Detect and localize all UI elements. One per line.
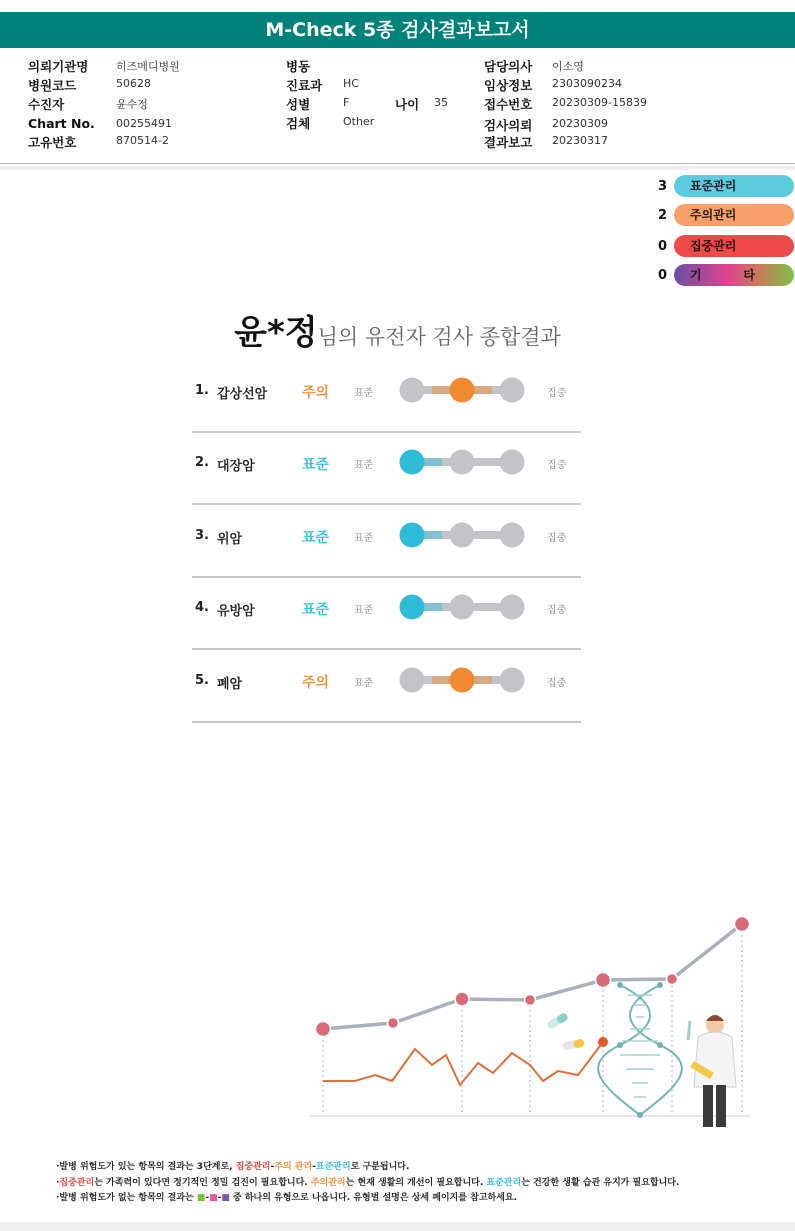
receipt-no-value: 20230309-15839 <box>552 96 647 109</box>
result-number: 5. <box>195 673 209 688</box>
gauge-dot <box>450 523 475 548</box>
age-label: 나이 <box>395 97 420 112</box>
scale-high-label: 집중 <box>547 388 567 399</box>
result-number: 2. <box>195 455 209 470</box>
note-text: ·발병 위험도가 있는 항목의 결과는 3단계로, <box>56 1162 236 1172</box>
gauge-dot <box>400 378 425 403</box>
type-purple-square-icon: ■ <box>221 1193 230 1203</box>
age-value: 35 <box>434 96 448 109</box>
department-label: 진료과 <box>286 78 323 93</box>
result-cancer-name: 대장암 <box>217 459 255 474</box>
header-divider <box>0 163 795 164</box>
gauge-dot <box>400 668 425 693</box>
result-row <box>192 651 581 723</box>
type-green-square-icon: ■ <box>196 1193 206 1203</box>
gauge-dot <box>500 523 525 548</box>
result-row <box>192 578 581 650</box>
report-header <box>0 0 795 166</box>
growth-chart-illustration <box>300 905 760 1145</box>
row-divider <box>192 503 581 505</box>
note-line-2 <box>56 1176 786 1192</box>
note-line-1 <box>56 1160 786 1176</box>
note-text: - <box>312 1162 316 1172</box>
legend-notes <box>56 1160 786 1207</box>
gauge-active-dot <box>450 378 475 403</box>
result-report-value: 20230317 <box>552 134 608 147</box>
scale-high-label: 집중 <box>547 678 567 689</box>
sex-label: 성별 <box>286 97 311 112</box>
gauge-dot <box>500 595 525 620</box>
result-level: 표준 <box>302 530 330 546</box>
scale-high-label: 집중 <box>547 460 567 471</box>
row-divider <box>192 721 581 723</box>
gauge-active-dot <box>450 668 475 693</box>
hospital-code-label: 병원코드 <box>28 78 77 93</box>
legend-standard-count: 3 <box>658 179 668 194</box>
legend-other-count: 0 <box>658 268 668 283</box>
result-cancer-name: 갑상선암 <box>217 387 268 402</box>
gauge-dot <box>500 668 525 693</box>
risk-gauge <box>397 665 527 695</box>
clinical-info-value: 2303090234 <box>552 77 622 90</box>
legend-standard-pill: 표준관리 <box>674 175 794 197</box>
result-level: 주의 <box>302 385 330 401</box>
report-title: M-Check 5종 검사결과보고서 <box>0 12 795 48</box>
hospital-name-label: 의뢰기관명 <box>28 59 89 74</box>
receipt-no-label: 접수번호 <box>484 97 533 112</box>
note-focus-term: 집중관리 <box>59 1177 95 1188</box>
note-text: - <box>217 1193 222 1203</box>
scale-high-label: 집중 <box>547 605 567 616</box>
gauge-dot <box>450 450 475 475</box>
legend-caution-count: 2 <box>658 208 668 223</box>
note-text: - <box>205 1193 210 1203</box>
result-level: 주의 <box>302 675 330 691</box>
gauge-dot <box>450 595 475 620</box>
legend-focus-count: 0 <box>658 239 668 254</box>
hospital-name-value: 히즈메디병원 <box>116 60 180 73</box>
chart-no-value: 00255491 <box>116 117 172 130</box>
test-request-value: 20230309 <box>552 117 608 130</box>
summary-title <box>0 305 795 354</box>
result-number: 4. <box>195 600 209 615</box>
note-text: · <box>56 1177 60 1188</box>
patient-masked-name: 윤*정 <box>234 313 318 353</box>
gauge-dot <box>500 450 525 475</box>
hospital-code-value: 50628 <box>116 77 151 90</box>
result-cancer-name: 폐암 <box>217 677 243 692</box>
doctor-label: 담당의사 <box>484 59 533 74</box>
unique-id-value: 870514-2 <box>116 134 169 147</box>
specimen-value: Other <box>343 115 375 128</box>
note-line-3 <box>56 1191 786 1207</box>
legend-focus-pill: 집중관리 <box>674 235 794 257</box>
doctor-value: 이소영 <box>552 60 584 73</box>
row-divider <box>192 648 581 650</box>
note-text: 는 가족력이 있다면 정기적인 정밀 검진이 필요합니다. <box>94 1177 311 1188</box>
note-caution-term: 주의 관리 <box>274 1162 313 1172</box>
result-cancer-name: 위암 <box>217 532 243 547</box>
legend-other-pill: 기 타 <box>674 264 794 286</box>
result-number: 3. <box>195 528 209 543</box>
risk-gauge <box>397 375 527 405</box>
note-text: 로 구분됩니다. <box>350 1162 410 1172</box>
gauge-active-dot <box>400 523 425 548</box>
scientist-illustration <box>688 1015 736 1127</box>
specimen-label: 검체 <box>286 116 311 131</box>
note-text: 는 건강한 생활 습관 유지가 필요합니다. <box>521 1177 680 1188</box>
test-request-label: 검사의뢰 <box>484 118 533 133</box>
gauge-dot <box>500 378 525 403</box>
note-text: 는 현재 생활의 개선이 필요합니다. <box>345 1177 487 1188</box>
scale-low-label: 표준 <box>354 388 374 399</box>
note-text: ·발병 위험도가 없는 항목의 결과는 <box>56 1193 197 1203</box>
gauge-active-dot <box>400 595 425 620</box>
chart-no-label: Chart No. <box>28 116 95 131</box>
result-row <box>192 361 581 433</box>
clinical-info-label: 임상정보 <box>484 78 533 93</box>
result-level: 표준 <box>302 457 330 473</box>
note-standard-term: 표준관리 <box>486 1177 522 1188</box>
note-focus-term: 집중관리 <box>235 1162 271 1172</box>
patient-value: 윤수정 <box>116 98 148 111</box>
note-text: - <box>270 1162 275 1172</box>
department-value: HC <box>343 77 359 90</box>
scale-high-label: 집중 <box>547 533 567 544</box>
result-number: 1. <box>195 383 209 398</box>
patient-label: 수진자 <box>28 97 65 112</box>
note-standard-term: 표준관리 <box>315 1162 351 1172</box>
result-cancer-name: 유방암 <box>217 604 255 619</box>
result-row <box>192 433 581 505</box>
scale-low-label: 표준 <box>354 605 374 616</box>
gauge-active-dot <box>400 450 425 475</box>
risk-gauge <box>397 592 527 622</box>
legend-caution-pill: 주의관리 <box>674 204 794 226</box>
sex-value: F <box>343 96 350 109</box>
scale-low-label: 표준 <box>354 533 374 544</box>
risk-gauge <box>397 447 527 477</box>
risk-gauge <box>397 520 527 550</box>
summary-suffix: 님의 유전자 검사 종합결과 <box>317 325 561 349</box>
note-caution-term: 주의관리 <box>310 1177 346 1188</box>
scale-low-label: 표준 <box>354 678 374 689</box>
scale-low-label: 표준 <box>354 460 374 471</box>
result-level: 표준 <box>302 602 330 618</box>
unique-id-label: 고유번호 <box>28 135 77 150</box>
ward-label: 병동 <box>286 59 311 74</box>
result-row <box>192 506 581 578</box>
note-text: 중 하나의 유형으로 나옵니다. 유형별 설명은 상세 페이지를 참고하세요. <box>229 1193 518 1203</box>
type-pink-square-icon: ■ <box>209 1193 218 1203</box>
result-report-label: 결과보고 <box>484 135 533 150</box>
